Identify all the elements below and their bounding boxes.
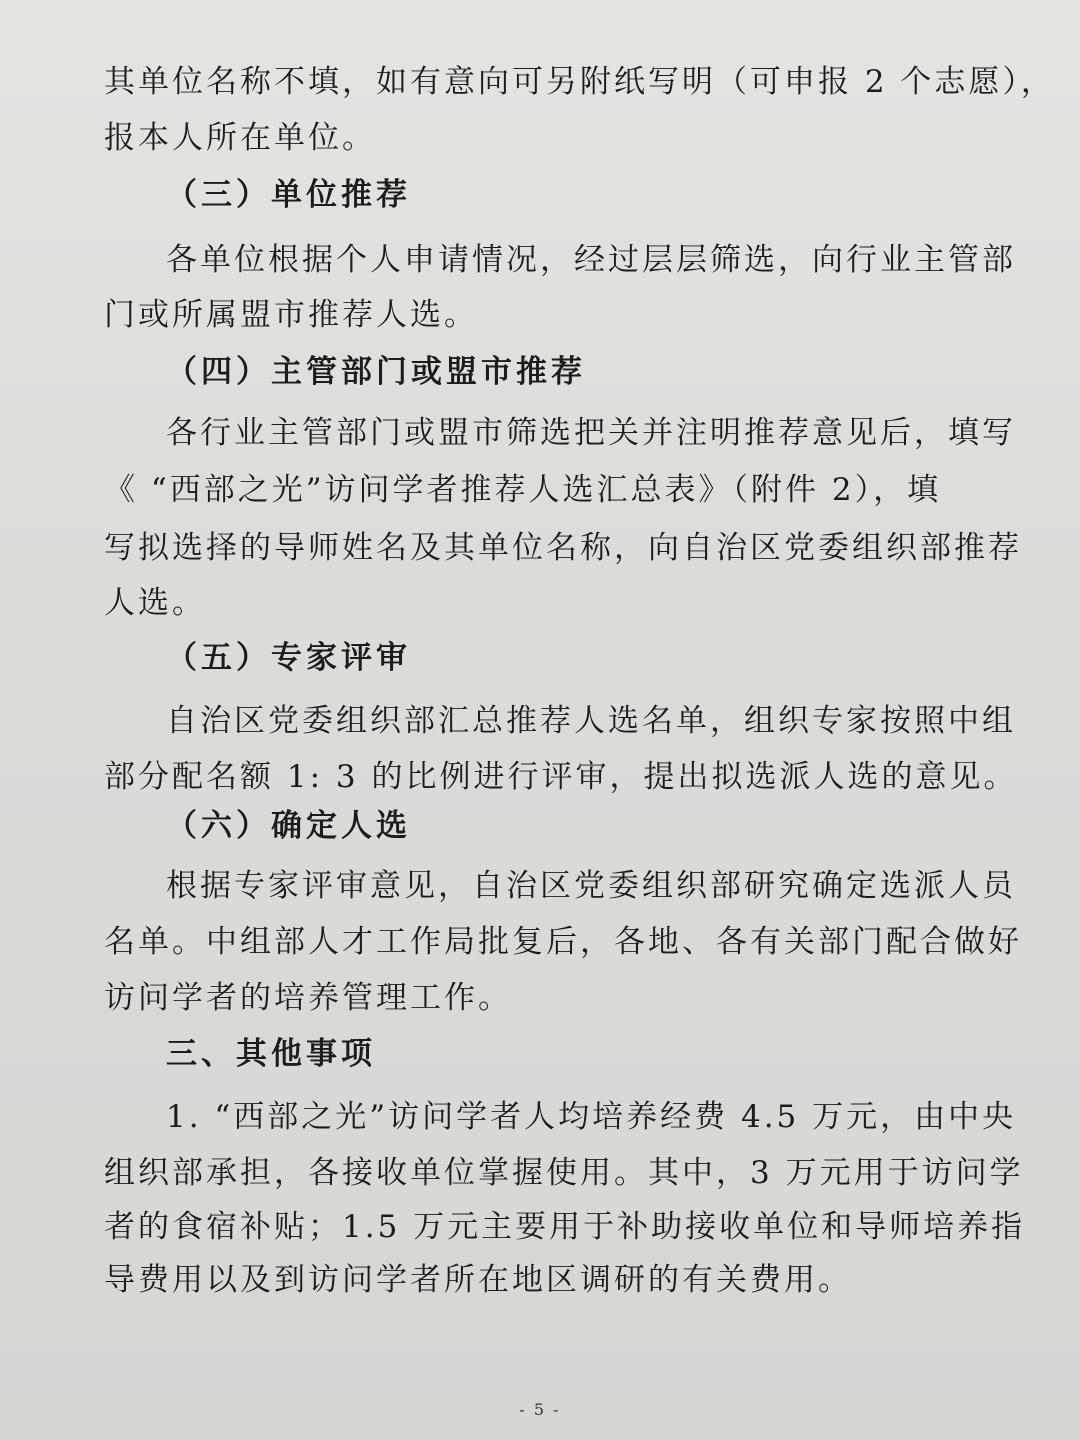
heading-unit-recommendation: （三）单位推荐 xyxy=(166,177,411,213)
paragraph-line: 部分配名额 1: 3 的比例进行评审，提出拟选派人选的意见。 xyxy=(104,759,1018,795)
paragraph-line: 1. “西部之光”访问学者人均培养经费 4.5 万元，由中央 xyxy=(166,1099,1017,1135)
paragraph-line: 门或所属盟市推荐人选。 xyxy=(104,297,478,333)
page-number: - 5 - xyxy=(519,1400,561,1419)
heading-expert-review: （五）专家评审 xyxy=(166,640,411,676)
paragraph-line: 人选。 xyxy=(104,585,206,621)
section-heading-other-matters: 三、其他事项 xyxy=(166,1036,376,1072)
heading-confirm-candidates: （六）确定人选 xyxy=(166,808,411,844)
paragraph-line: 者的食宿补贴；1.5 万元主要用于补助接收单位和导师培养指 xyxy=(104,1209,1026,1245)
heading-department-recommendation: （四）主管部门或盟市推荐 xyxy=(166,354,586,390)
paragraph-line: 写拟选择的导师姓名及其单位名称，向自治区党委组织部推荐 xyxy=(104,530,1022,566)
paragraph-line: 报本人所在单位。 xyxy=(104,120,376,156)
paragraph-line: 名单。中组部人才工作局批复后，各地、各有关部门配合做好 xyxy=(104,924,1022,960)
paragraph-line: 各单位根据个人申请情况，经过层层筛选，向行业主管部 xyxy=(166,242,1016,278)
paragraph-line: 自治区党委组织部汇总推荐人选名单，组织专家按照中组 xyxy=(166,703,1016,739)
paragraph-line: 组织部承担，各接收单位掌握使用。其中，3 万元用于访问学 xyxy=(104,1155,1024,1191)
paragraph-line: 访问学者的培养管理工作。 xyxy=(104,980,512,1016)
paragraph-line: 根据专家评审意见，自治区党委组织部研究确定选派人员 xyxy=(166,868,1016,904)
paragraph-line: 导费用以及到访问学者所在地区调研的有关费用。 xyxy=(104,1262,852,1298)
paragraph-line: 《 “西部之光”访问学者推荐人选汇总表》（附件 2），填 xyxy=(104,472,942,508)
paragraph-line: 其单位名称不填，如有意向可另附纸写明（可申报 2 个志愿）， xyxy=(104,64,1055,100)
paragraph-line: 各行业主管部门或盟市筛选把关并注明推荐意见后，填写 xyxy=(166,415,1016,451)
